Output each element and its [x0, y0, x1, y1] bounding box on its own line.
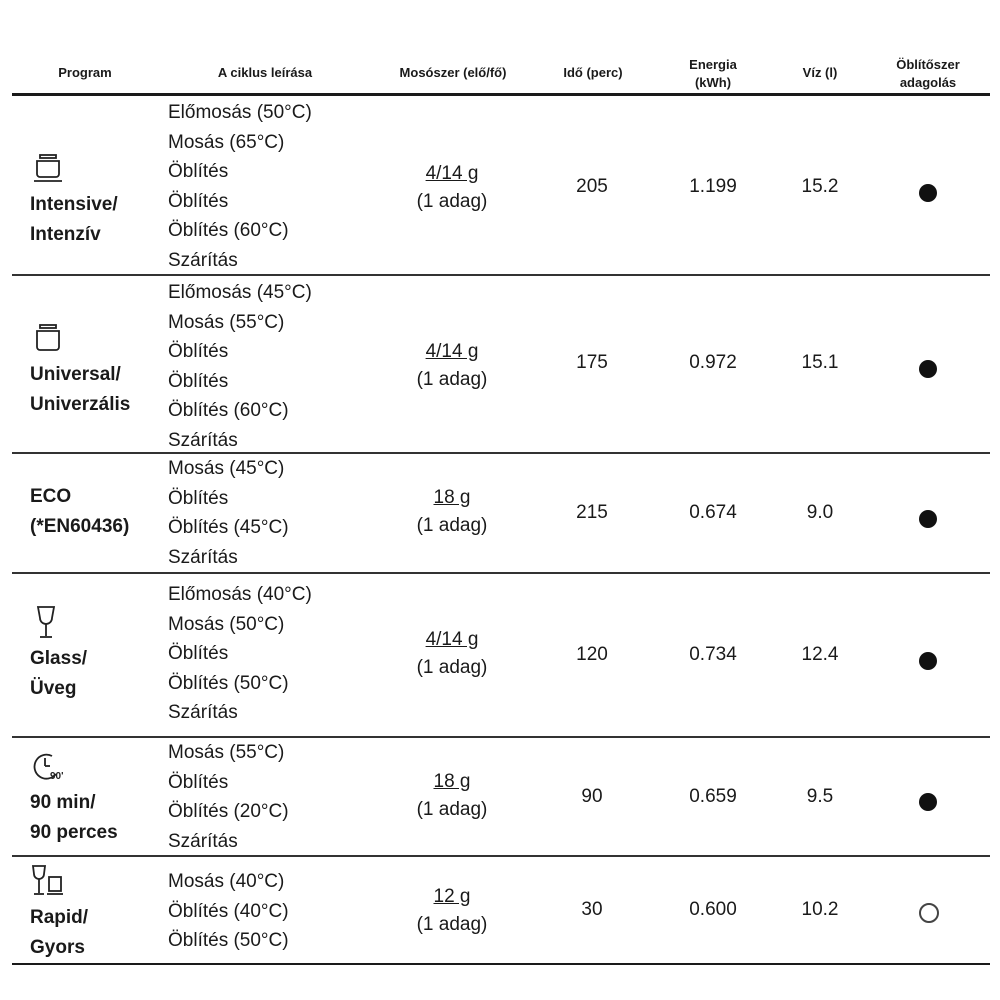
- detergent-dose: (1 adag): [416, 914, 488, 935]
- program-name-line1: Universal/: [30, 364, 121, 385]
- cycle-steps: [168, 580, 368, 728]
- table-header: [0, 0, 1000, 96]
- energy-value: 0.674: [689, 502, 737, 523]
- program-name-line2: Gyors: [30, 937, 85, 958]
- program-name-line2: 90 perces: [30, 822, 118, 843]
- step: Öblítés: [168, 370, 229, 392]
- step: Öblítés: [168, 341, 229, 362]
- step: Előmosás (50°C): [168, 102, 312, 123]
- step: Öblítés: [168, 487, 229, 509]
- water-value: 12.4: [801, 644, 839, 665]
- step: Öblítés (50°C): [168, 672, 289, 694]
- step: Öblítés: [168, 771, 229, 793]
- step: Szárítás: [168, 830, 238, 852]
- energy-value: 0.600: [689, 899, 737, 920]
- program-name-line1: Intensive/: [30, 194, 118, 215]
- program-name-line1: Glass/: [30, 648, 88, 669]
- detergent-cell: [372, 768, 532, 824]
- detergent-amount: 4/14 g: [425, 341, 479, 362]
- program-cell: [30, 604, 160, 704]
- energy-value: 1.199: [689, 176, 737, 197]
- energy-value: 0.972: [689, 352, 737, 373]
- pot-with-base-icon: [30, 150, 66, 186]
- rinse-aid-filled-dot: [919, 510, 937, 528]
- detergent-cell: [372, 484, 532, 540]
- detergent-amount: 12 g: [433, 886, 471, 907]
- cycle-steps: [168, 278, 368, 455]
- header-detergent: Mosószer (elő/fő): [399, 65, 507, 80]
- program-cell: [30, 320, 160, 420]
- clock-90-icon: [30, 748, 66, 784]
- time-value: 215: [576, 502, 608, 523]
- program-name-line1: Rapid/: [30, 907, 89, 928]
- table-row-90min: [0, 738, 1000, 854]
- rinse-aid-empty-circle: [919, 903, 939, 923]
- step: Előmosás (45°C): [168, 282, 312, 303]
- program-cell: [30, 863, 160, 963]
- header-program: Program: [58, 65, 112, 80]
- time-value: 175: [576, 352, 608, 373]
- cycle-steps: [168, 867, 368, 956]
- step: Öblítés (40°C): [168, 900, 289, 922]
- header-rinse-line1: Öblítőszer: [896, 57, 960, 72]
- rinse-aid-filled-dot: [919, 652, 937, 670]
- detergent-dose: (1 adag): [416, 369, 488, 390]
- table-row-eco: [0, 454, 1000, 572]
- detergent-cell: [372, 160, 532, 216]
- step: Szárítás: [168, 546, 238, 568]
- program-name-line2: Univerzális: [30, 394, 131, 415]
- wine-glass-icon: [30, 604, 66, 640]
- detergent-amount: 4/14 g: [425, 629, 479, 650]
- rinse-aid-filled-dot: [919, 360, 937, 378]
- step: Szárítás: [168, 429, 238, 451]
- header-rinse-line2: adagolás: [899, 75, 957, 90]
- step: Mosás (45°C): [168, 458, 285, 479]
- step: Öblítés (20°C): [168, 801, 289, 822]
- step: Mosás (50°C): [168, 613, 285, 635]
- program-name-line1: 90 min/: [30, 792, 96, 813]
- header-description: A ciklus leírása: [217, 65, 313, 80]
- energy-value: 0.659: [689, 786, 737, 807]
- header-time: Idő (perc): [563, 65, 623, 80]
- step: Öblítés (45°C): [168, 517, 289, 538]
- step: Szárítás: [168, 249, 238, 271]
- program-name-line1: ECO: [30, 486, 72, 507]
- glass-and-cup-icon: [30, 863, 66, 899]
- time-value: 205: [576, 176, 608, 197]
- header-energy-line2: (kWh): [694, 75, 732, 90]
- table-row-universal: [0, 276, 1000, 452]
- cycle-steps: [168, 738, 368, 856]
- step: Öblítés (60°C): [168, 400, 289, 421]
- detergent-cell: [372, 883, 532, 939]
- step: Mosás (55°C): [168, 311, 285, 333]
- water-value: 9.0: [806, 502, 834, 523]
- water-value: 15.1: [801, 352, 839, 373]
- detergent-dose: (1 adag): [416, 191, 488, 212]
- water-value: 9.5: [806, 786, 834, 807]
- program-cell: [30, 150, 160, 250]
- time-value: 90: [581, 786, 603, 807]
- table-row-intensive: [0, 96, 1000, 274]
- detergent-cell: [372, 338, 532, 394]
- detergent-dose: (1 adag): [416, 657, 488, 678]
- program-name-line2: Üveg: [30, 678, 77, 699]
- program-cell: [30, 482, 160, 542]
- program-name-line2: Intenzív: [30, 224, 101, 245]
- step: Mosás (40°C): [168, 871, 285, 892]
- detergent-cell: [372, 626, 532, 682]
- header-rinse-aid: [880, 56, 976, 92]
- water-value: 15.2: [801, 176, 839, 197]
- energy-value: 0.734: [689, 644, 737, 665]
- step: Öblítés: [168, 161, 229, 182]
- table-row-rapid: [0, 857, 1000, 963]
- header-energy-line1: Energia: [689, 57, 737, 72]
- time-value: 30: [581, 899, 603, 920]
- cycle-steps: [168, 454, 368, 572]
- program-name-line2: (*EN60436): [30, 516, 130, 537]
- step: Szárítás: [168, 702, 238, 723]
- detergent-amount: 18 g: [433, 487, 471, 508]
- detergent-dose: (1 adag): [416, 515, 488, 536]
- step: Előmosás (40°C): [168, 584, 312, 605]
- step: Mosás (55°C): [168, 742, 285, 763]
- table-row-glass: [0, 574, 1000, 736]
- step: Öblítés (60°C): [168, 220, 289, 241]
- step: Öblítés (50°C): [168, 930, 289, 951]
- program-cell: [30, 748, 160, 848]
- header-energy: [663, 56, 763, 92]
- header-water: Víz (l): [802, 65, 838, 80]
- time-value: 120: [576, 644, 608, 665]
- clock-90-label: 90': [50, 771, 64, 782]
- detergent-amount: 4/14 g: [425, 163, 479, 184]
- water-value: 10.2: [801, 899, 839, 920]
- cycle-steps: [168, 98, 368, 275]
- pot-icon: [30, 320, 66, 356]
- rinse-aid-filled-dot: [919, 793, 937, 811]
- detergent-dose: (1 adag): [416, 799, 488, 820]
- step: Öblítés: [168, 190, 229, 212]
- table-bottom-border: [12, 963, 990, 965]
- step: Öblítés: [168, 643, 229, 664]
- rinse-aid-filled-dot: [919, 184, 937, 202]
- step: Mosás (65°C): [168, 131, 285, 153]
- detergent-amount: 18 g: [433, 771, 471, 792]
